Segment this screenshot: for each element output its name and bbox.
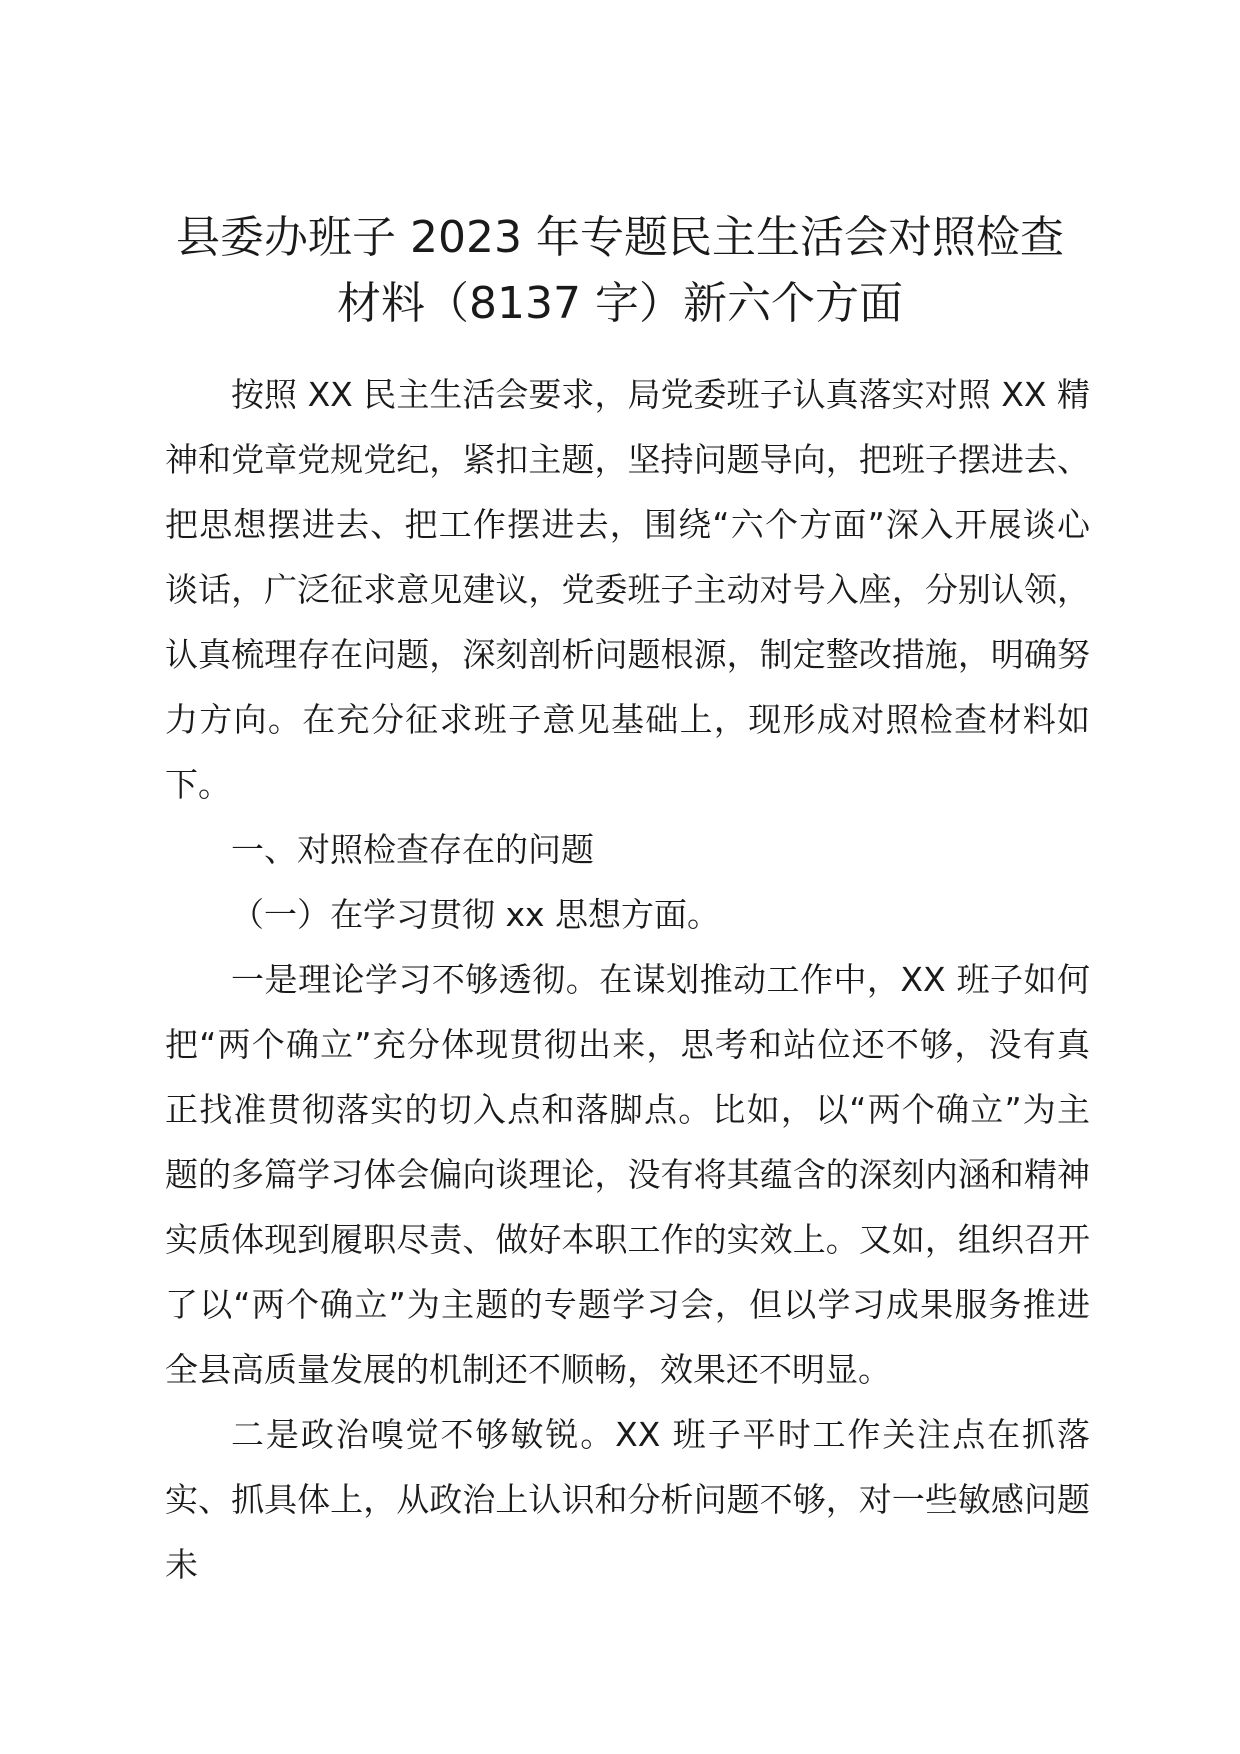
document-title (150, 205, 1090, 337)
intro-paragraph: 按照 XX 民主生活会要求，局党委班子认真落实对照 XX 精神和党章党规党纪，紧扣主题，坚持问题导向，把班子摆进去、把思想摆进去、把工作摆进去，围绕“六个方面”深入开展谈心谈话，广泛征求意见建议，党委班子主动对号入座，分别认领，认真梳理存在问题，深刻剖析问题根源，制定整改措施，明确努力方向。在充分征求班子意见基础上，现形成对照检查材料如下。 (165, 375, 1090, 804)
section-heading: 一、对照检查存在的问题 (231, 830, 594, 869)
subsection-heading: （一）在学习贯彻 xx 思想方面。 (231, 895, 721, 934)
title-line-2: 材料（8137 字）新六个方面 (337, 278, 903, 329)
document-body (165, 362, 1090, 1597)
point-2-paragraph: 二是政治嗅觉不够敏锐。XX 班子平时工作关注点在抓落实、抓具体上，从政治上认识和分析问题不够，对一些敏感问题未 (165, 1415, 1090, 1584)
point-1-paragraph: 一是理论学习不够透彻。在谋划推动工作中，XX 班子如何把“两个确立”充分体现贯彻出来，思考和站位还不够，没有真正找准贯彻落实的切入点和落脚点。比如，以“两个确立”为主题的多篇学习体会偏向谈理论，没有将其蕴含的深刻内涵和精神实质体现到履职尽责、做好本职工作的实效上。又如，组织召开了以“两个确立”为主题的专题学习会，但以学习成果服务推进全县高质量发展的机制还不顺畅，效果还不明显。 (165, 960, 1090, 1389)
title-line-1: 县委办班子 2023 年专题民主生活会对照检查 (176, 212, 1064, 263)
